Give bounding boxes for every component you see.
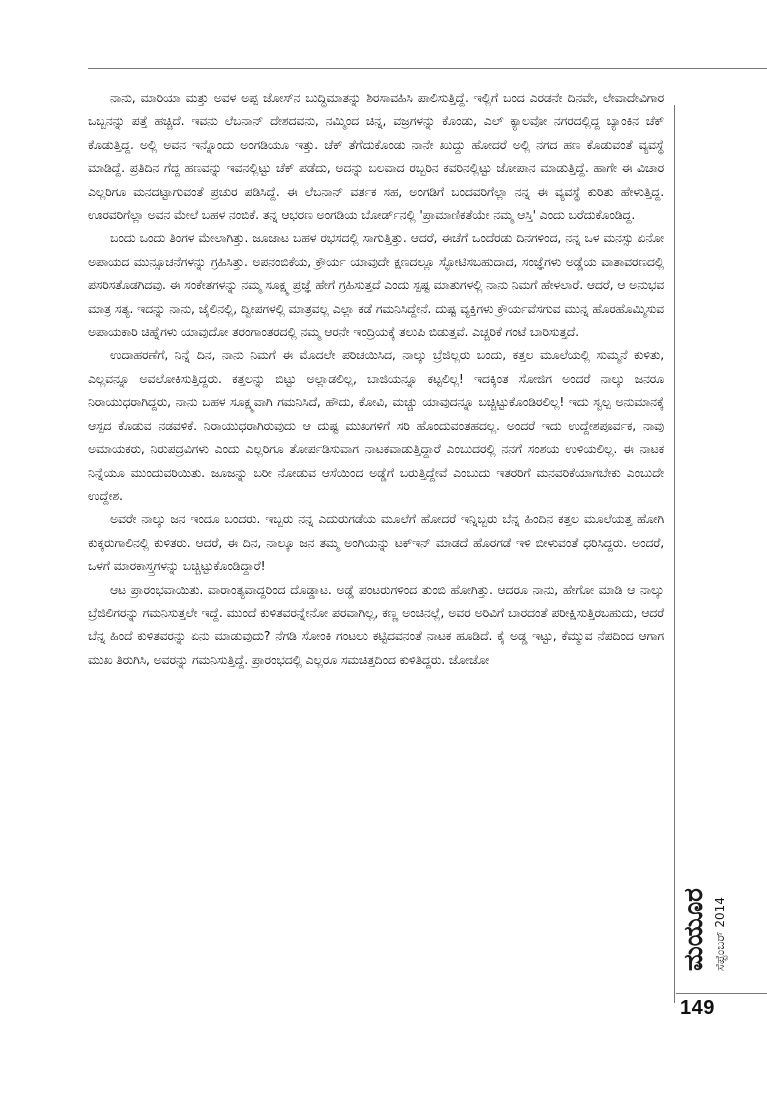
- masthead-svg: [672, 843, 740, 973]
- masthead-logo: ಮಯೂರ: [679, 888, 709, 971]
- footer-rule: [676, 993, 767, 994]
- header-rule: [88, 68, 767, 69]
- page-number: 149: [680, 997, 715, 1019]
- paragraph: ಬಂದು ಒಂದು ತಿಂಗಳ ಮೇಲಾಗಿತ್ತು. ಜೂಜಾಟ ಬಹಳ ರಭಸದಲ್ಲಿ ಸಾಗುತ್ತಿತ್ತು. ಆದರೆ, ಈಚೆಗೆ ಒಂದೆರಡು ದಿನಗಳಿಂದ, ನನ್ನ ಒಳ ಮನಸ್ಸು ಏನೋ ಅಪಾಯದ ಮುನ್ಸೂಚನೆಗಳನ್ನು ಗ್ರಹಿಸಿತ್ತು. ಅಪನಂಬಿಕೆಯ, ಕ್ರೌರ್ಯ ಯಾವುದೇ ಕ್ಷಣದಲ್ಲೂ ಸ್ಫೋಟಿಸಬಹುದಾದ, ಸಂಜ್ಞೆಗಳು ಅಡ್ಡೆಯ ವಾತಾವರಣದಲ್ಲಿ ಪಸರಿಸತೊಡಗಿದವು. ಈ ಸಂಕೇತಗಳನ್ನು ನಮ್ಮ ಸೂಕ್ಷ್ಮ ಪ್ರಜ್ಞೆ ಹೇಗೆ ಗ್ರಹಿಸುತ್ತದೆ ಎಂದು ಸ್ಪಷ್ಟ ಮಾತುಗಳಲ್ಲಿ ನಾನು ನಿಮಗೆ ಹೇಳಲಾರೆ. ಆದರೆ, ಆ ಅನುಭವ ಮಾತ್ರ ಸತ್ಯ. ಇದನ್ನು ನಾನು, ಜೈಲಿನಲ್ಲಿ, ದ್ವೀಪಗಳಲ್ಲಿ ಮಾತ್ರವಲ್ಲ ಎಲ್ಲಾ ಕಡೆ ಗಮನಿಸಿದ್ದೇನೆ. ದುಷ್ಟ ವ್ಯಕ್ತಿಗಳು ಕ್ರೌರ್ಯವೆಸಗುವ ಮುನ್ನ ಹೊರಹೊಮ್ಮಿಸುವ ಅಪಾಯಕಾರಿ ಚಿಹ್ನೆಗಳು ಯಾವುದೋ ತರಂಗಾಂತರದಲ್ಲಿ ನಮ್ಮ ಆರನೇ ಇಂದ್ರಿಯಕ್ಕೆ ತಲುಪಿ ಬಿಡುತ್ತವೆ. ಎಚ್ಚರಿಕೆ ಗಂಟೆ ಬಾರಿಸುತ್ತದೆ.: [88, 230, 664, 340]
- paragraph: ಅವರೇ ನಾಲ್ಕು ಜನ ಇಂದೂ ಬಂದರು. ಇಬ್ಬರು ನನ್ನ ಎದುರುಗಡೆಯ ಮೂಲೆಗೆ ಹೋದರೆ ಇನ್ನಿಬ್ಬರು ಬೆನ್ನ ಹಿಂದಿನ ಕತ್ತಲ ಮೂಲೆಯತ್ತ ಹೋಗಿ ಕುಕ್ಕರುಗಾಲಿನಲ್ಲಿ ಕುಳಿತರು. ಆದರೆ, ಈ ದಿನ, ನಾಲ್ಕೂ ಜನ ತಮ್ಮ ಅಂಗಿಯನ್ನು ಟಕ್‌ಇನ್ ಮಾಡದೆ ಹೊರಗಡೆ ಇಳಿ ಬೀಳುವಂತೆ ಧರಿಸಿದ್ದರು. ಅಂದರೆ, ಒಳಗೆ ಮಾರಕಾಸ್ತ್ರಗಳನ್ನು ಬಚ್ಚಿಟ್ಟುಕೊಂಡಿದ್ದಾರೆ!: [88, 511, 664, 574]
- magazine-masthead: [672, 843, 740, 973]
- issue-date: ಸೆಪ್ಟೆಂಬರ್ 2014: [713, 897, 727, 971]
- article-body: [88, 86, 664, 671]
- paragraph: ಆಟ ಪ್ರಾರಂಭವಾಯಿತು. ವಾರಾಂತ್ಯವಾದ್ದರಿಂದ ದೊಡ್ಡಾಟ. ಅಡ್ಡೆ ಪಂಟರುಗಳಿಂದ ತುಂಬಿ ಹೋಗಿತ್ತು. ಆದರೂ ನಾನು, ಹೇಗೋ ಮಾಡಿ ಆ ನಾಲ್ಕು ಬ್ರೆಜಿಲಿಗರನ್ನು ಗಮನಿಸುತ್ತಲೇ ಇದ್ದೆ. ಮುಂದೆ ಕುಳಿತವರನ್ನೇನೋ ಪರವಾಗಿಲ್ಲ, ಕಣ್ಣ ಅಂಚಿನಲ್ಲೆ, ಅವರ ಅರಿವಿಗೆ ಬಾರದಂತೆ ಪರೀಕ್ಷಿಸುತ್ತಿರಬಹುದು, ಆದರೆ ಬೆನ್ನ ಹಿಂದೆ ಕುಳಿತವರನ್ನು ಏನು ಮಾಡುವುದು? ನೆಗಡಿ ಸೋಂಕಿ ಗಂಟಲು ಕಟ್ಟಿದವನಂತೆ ನಾಟಕ ಹೂಡಿದೆ. ಕೈ ಅಡ್ಡ ಇಟ್ಟು, ಕೆಮ್ಮುವ ನೆಪದಿಂದ ಆಗಾಗ ಮುಖ ತಿರುಗಿಸಿ, ಅವರನ್ನು ಗಮನಿಸುತ್ತಿದ್ದೆ. ಪ್ರಾರಂಭದಲ್ಲಿ ಎಲ್ಲರೂ ಸಮಚಿತ್ತದಿಂದ ಕುಳಿತಿದ್ದರು. ಜೋಜೋ: [88, 581, 664, 667]
- paragraph: ನಾನು, ಮಾರಿಯಾ ಮತ್ತು ಅವಳ ಅಪ್ಪ ಜೋಸ್‌ನ ಬುದ್ಧಿಮಾತನ್ನು ಶಿರಸಾವಹಿಸಿ ಪಾಲಿಸುತ್ತಿದ್ದೆ. ಇಲ್ಲಿಗೆ ಬಂದ ಎರಡನೇ ದಿನವೇ, ಲೇವಾದೇವಿಗಾರ ಒಬ್ಬನನ್ನು ಪತ್ತೆ ಹಚ್ಚಿದೆ. ಇವನು ಲೆಬನಾನ್ ದೇಶದವನು, ನಮ್ಮಿಂದ ಚಿನ್ನ, ವಜ್ರಗಳನ್ನು ಕೊಂಡು, ಎಲ್ ಕ್ಯಾಲವೋ ನಗರದಲ್ಲಿದ್ದ ಬ್ಯಾಂಕಿನ ಚೆಕ್ ಕೊಡುತ್ತಿದ್ದ. ಅಲ್ಲಿ ಅವನ ಇನ್ನೊಂದು ಅಂಗಡಿಯೂ ಇತ್ತು. ಚೆಕ್ ತೆಗೆದುಕೊಂಡು ನಾನೇ ಖುದ್ದು ಹೋದರೆ ಅಲ್ಲಿ ನಗದ ಹಣ ಕೊಡುವಂತೆ ವ್ಯವಸ್ಥೆ ಮಾಡಿದ್ದೆ. ಪ್ರತಿದಿನ ಗೆದ್ದ ಹಣವನ್ನು ಇವನಲ್ಲಿಟ್ಟು ಚೆಕ್ ಪಡೆದು, ಅದನ್ನು ಬಲವಾದ ರಬ್ಬರಿನ ಕವರಿನಲ್ಲಿಟ್ಟು ಜೋಪಾನ ಮಾಡುತ್ತಿದ್ದೆ. ಹಾಗೇ ಈ ವಿಚಾರ ಎಲ್ಲರಿಗೂ ಮನದಟ್ಟಾಗುವಂತೆ ಪ್ರಚುರ ಪಡಿಸಿದ್ದೆ. ಈ ಲೆಬನಾನ್ ವರ್ತಕ ಸಹ, ಅಂಗಡಿಗೆ ಬಂದವರಿಗೆಲ್ಲಾ ನನ್ನ ಈ ವ್ಯವಸ್ಥೆ ಕುರಿತು ಹೇಳುತ್ತಿದ್ದ. ಊರವರಿಗೆಲ್ಲಾ ಅವನ ಮೇಲೆ ಬಹಳ ನಂಬಿಕೆ. ತನ್ನ ಆಭರಣ ಅಂಗಡಿಯ ಬೋರ್ಡ್‌ನಲ್ಲಿ 'ಪ್ರಾಮಾಣಿಕತೆಯೇ ನಮ್ಮ ಆಸ್ತಿ' ಎಂದು ಬರೆದುಕೊಂಡಿದ್ದ.: [88, 90, 664, 223]
- paragraph: ಉದಾಹರಣೆಗೆ, ನಿನ್ನೆ ದಿನ, ನಾನು ನಿಮಗೆ ಈ ಮೊದಲೇ ಪರಿಚಯಿಸಿದ, ನಾಲ್ಕು ಬ್ರೆಜಿಲ್ಲರು ಬಂದು, ಕತ್ತಲ ಮೂಲೆಯಲ್ಲಿ ಸುಮ್ಮನೆ ಕುಳಿತು, ಎಲ್ಲವನ್ನೂ ಅವಲೋಕಿಸುತ್ತಿದ್ದರು. ಕತ್ತಲನ್ನು ಬಿಟ್ಟು ಅಲ್ಲಾಡಲಿಲ್ಲ, ಬಾಜಿಯನ್ನೂ ಕಟ್ಟಲಿಲ್ಲ! ಇದಕ್ಕಿಂತ ಸೋಜಿಗ ಅಂದರೆ ನಾಲ್ಕು ಜನರೂ ನಿರಾಯುಧರಾಗಿದ್ದರು, ನಾನು ಬಹಳ ಸೂಕ್ಷ್ಮವಾಗಿ ಗಮನಿಸಿದೆ, ಹೌದು, ಕೋವಿ, ಮಚ್ಚು ಯಾವುದನ್ನೂ ಬಚ್ಚಿಟ್ಟುಕೊಂಡಿರಲಿಲ್ಲ! ಇದು ಸ್ವಲ್ಪ ಅನುಮಾನಕ್ಕೆ ಆಸ್ಪದ ಕೊಡುವ ನಡವಳಿಕೆ. ನಿರಾಯುಧರಾಗಿರುವುದು ಆ ದುಷ್ಟ ಮುಖಗಳಿಗೆ ಸರಿ ಹೊಂದುವಂತಹದಲ್ಲ. ಅಂದರೆ ಇದು ಉದ್ದೇಶಪೂರ್ವಕ, ನಾವು ಅಮಾಯಕರು, ನಿರುಪದ್ರವಿಗಳು ಎಂದು ಎಲ್ಲರಿಗೂ ತೋರ್ಪಡಿಸುವಾಗ ನಾಟಕವಾಡುತ್ತಿದ್ದಾರೆ ಎಂಬುದರಲ್ಲಿ ನನಗೆ ಸಂಶಯ ಉಳಿಯಲಿಲ್ಲ. ಈ ನಾಟಕ ನಿನ್ನೆಯೂ ಮುಂದುವರಿಯಿತು. ಜೂಜನ್ನು ಬರೀ ನೋಡುವ ಆಸೆಯಿಂದ ಅಡ್ಡೆಗೆ ಬರುತ್ತಿದ್ದೇವೆ ಎಂಬುದು ಇತರರಿಗೆ ಮನವರಿಕೆಯಾಗಬೇಕು ಎಂಬುದೇ ಉದ್ದೇಶ.: [88, 347, 664, 503]
